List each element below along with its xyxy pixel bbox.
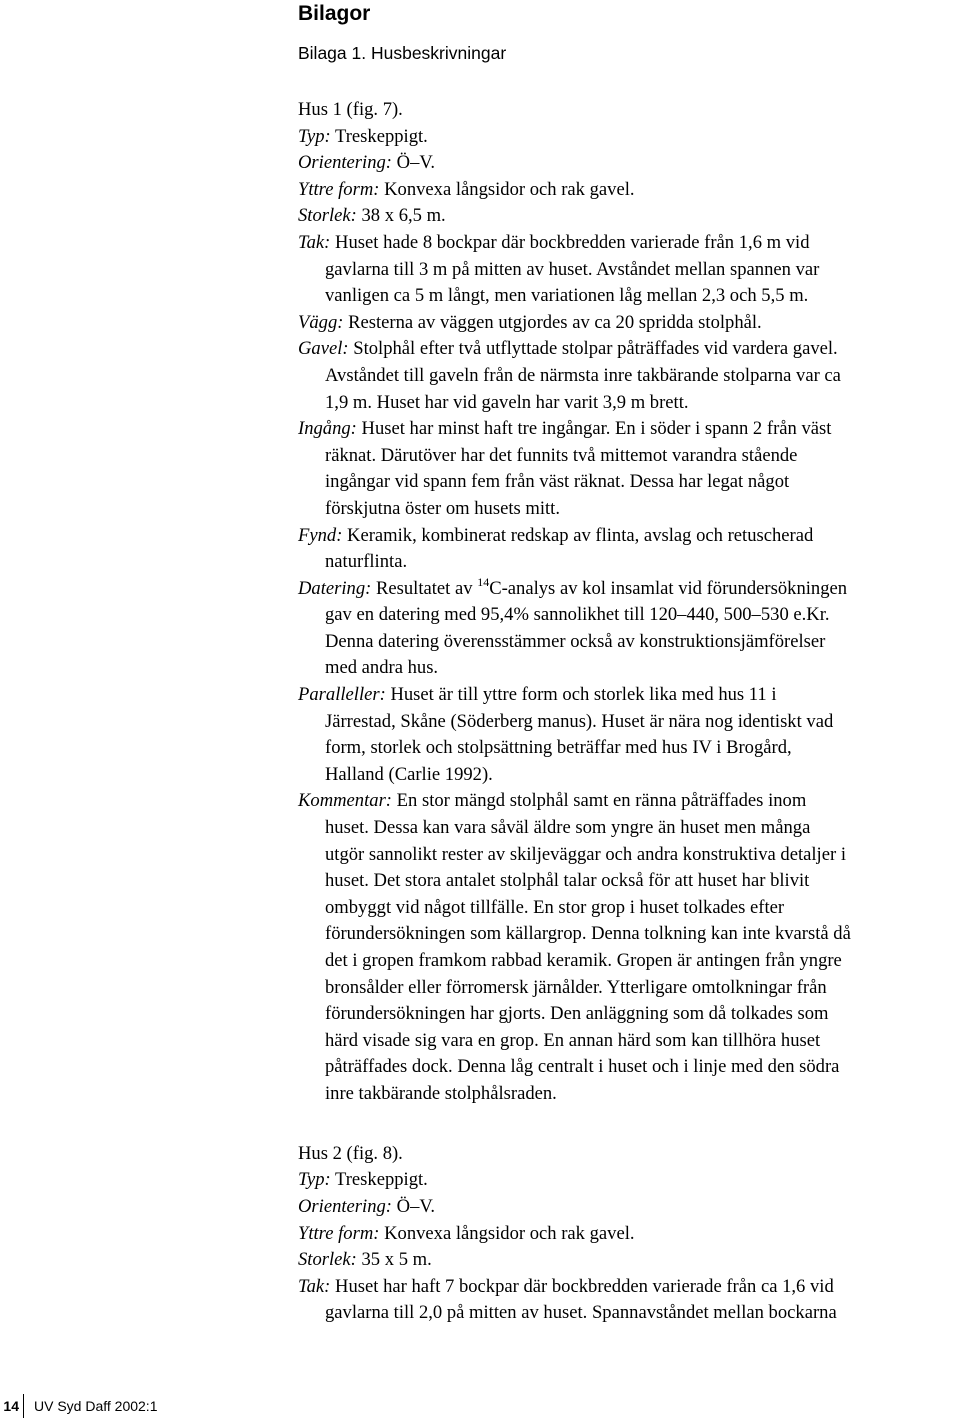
line: ingångar vid spann fem från väst räknat. Dessa har legat något [325,471,790,493]
hus1-ingang [298,416,960,522]
hus1-heading: Hus 1 (fig. 7). [298,99,403,120]
text: Konvexa långsidor och rak gavel. [379,178,635,200]
hus2-yttre-form [298,1221,960,1248]
hus1-typ [298,124,960,151]
line: Huset har minst haft tre ingångar. En i söder i spann 2 från väst [356,418,832,440]
hus1-gavel [298,336,960,416]
hus1-storlek [298,203,960,230]
hus1-fynd [298,523,960,576]
line: härd visade sig vara en grop. En annan härd som kan tillhöra huset [325,1029,821,1051]
text: Treskeppigt. [330,1169,428,1191]
hus2-typ [298,1167,960,1194]
line: Resultatet av [371,577,478,599]
line: förundersökningen har gjorts. Den anläggning som då tolkades som [325,1003,829,1025]
line: huset. Dessa kan vara såväl äldre som yngre än huset men många [325,817,811,839]
line: Keramik, kombinerat redskap av flinta, avslag och retuscherad [342,524,814,546]
text: 38 x 6,5 m. [356,205,446,227]
line: Denna datering överensstämmer också av konstruktionsjämförelser [325,630,826,652]
line: vanligen ca 5 m långt, men variationen låg mellan 2,3 och 5,5 m. [325,285,809,307]
label: Fynd: [298,524,343,546]
line: Halland (Carlie 1992). [325,763,493,785]
hus1-tak [298,230,960,310]
line: 1,9 m. Huset har vid gaveln har varit 3,9 m brett. [325,391,689,413]
line: räknat. Därutöver har det funnits två mittemot varandra stående [325,444,798,466]
line: gav en datering med 95,4% sannolikhet till 120–440, 500–530 e.Kr. [325,604,830,626]
document-body [298,97,960,1327]
label: Tak: [298,1275,331,1297]
hus2-storlek [298,1247,960,1274]
line: det i gropen framkom rabbad keramik. Gropen är antingen från yngre [325,950,842,971]
label: Vägg: [298,311,344,333]
label: Typ: [298,1169,331,1191]
hus1-vagg [298,310,960,337]
line: Huset hade 8 bockpar där bockbredden varierade från 1,6 m vid [330,231,810,253]
line: bronsålder eller förromersk järnålder. Ytterligare omtolkningar från [325,976,827,998]
label: Storlek: [298,1249,357,1271]
hus2-tak [298,1274,960,1327]
hus2-heading: Hus 2 (fig. 8). [298,1142,403,1164]
label: Paralleller: [298,684,386,706]
line: gavlarna till 3 m på mitten av huset. Avståndet mellan spannen var [325,258,820,280]
line: Avståndet till gaveln från de närmsta inre takbärande stolparna var ca [325,364,841,386]
hus1-orientering [298,150,960,177]
line: utgör sannolikt rester av skiljeväggar och andra konstruktiva detaljer i [325,843,846,865]
line: gavlarna till 2,0 på mitten av huset. Spannavståndet mellan bockarna [325,1302,837,1324]
label: Datering: [298,577,372,599]
label: Tak: [298,231,331,253]
hus1-yttre-form [298,177,960,204]
label: Gavel: [298,338,349,360]
page-number: 14 [0,1394,24,1418]
appendix-subtitle: Bilaga 1. Husbeskrivningar [298,43,507,63]
label: Typ: [298,125,331,147]
text: 35 x 5 m. [356,1249,432,1271]
text: Ö–V. [392,152,436,174]
publication-title: UV Syd Daff 2002:1 [34,1398,158,1414]
line: Järrestad, Skåne (Söderberg manus). Huset är nära nog identiskt vad [325,710,834,732]
line: huset. Det stora antalet stolphål talar också för att huset har blivit [325,870,810,892]
label: Orientering: [298,152,392,174]
line: form, storlek och stolpsättning beträffar med hus IV i Brogård, [325,737,792,759]
line: Huset är till yttre form och storlek lika med hus 11 i [385,684,777,706]
hus1-kommentar [298,788,960,1107]
hus1-datering [298,576,960,682]
label: Orientering: [298,1195,392,1217]
line: Huset har haft 7 bockpar där bockbredden varierade från ca 1,6 vid [330,1275,834,1297]
line: förundersökningen som källargrop. Denna tolkning kan inte kvarstå då [325,923,851,945]
hus1-paralleller [298,682,960,788]
label: Yttre form: [298,1222,380,1244]
label: Storlek: [298,205,357,227]
superscript: 14 [477,574,490,589]
label: Kommentar: [298,790,392,812]
page-title: Bilagor [298,2,371,25]
text: Ö–V. [392,1195,436,1217]
text: Konvexa långsidor och rak gavel. [379,1222,635,1244]
line: naturflinta. [325,551,408,573]
line: En stor mängd stolphål samt en ränna påträffades inom [392,790,807,812]
text: Treskeppigt. [330,125,428,147]
line: Stolphål efter två utflyttade stolpar påträffades vid vardera gavel. [348,338,838,360]
text: Resterna av väggen utgjordes av ca 20 spridda stolphål. [343,311,762,333]
line: inre takbärande stolphålsraden. [325,1082,557,1104]
line: C-analys av kol insamlat vid förundersökningen [489,577,848,599]
line: ombyggt vid något tillfälle. En stor grop i huset tolkades efter [325,896,785,918]
label: Yttre form: [298,178,380,200]
label: Ingång: [298,418,357,440]
line: förskjutna öster om husets mitt. [325,497,560,519]
line: med andra hus. [325,657,439,679]
hus2-orientering [298,1194,960,1221]
line: påträffades dock. Denna låg centralt i huset och i linje med den södra [325,1056,840,1078]
